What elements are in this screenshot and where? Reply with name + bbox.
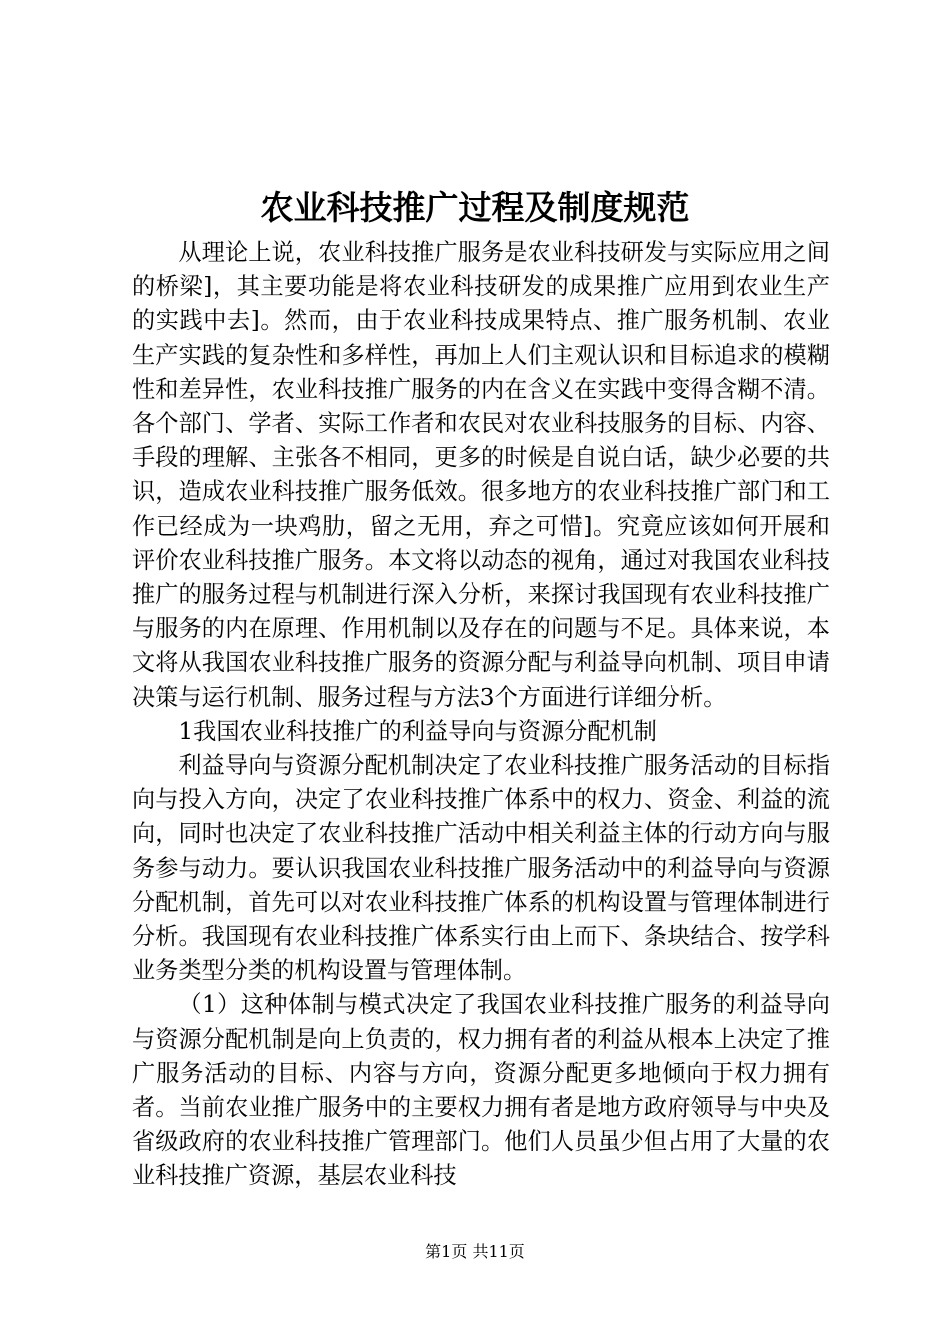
section-heading: 1我国农业科技推广的利益导向与资源分配机制: [178, 717, 657, 745]
paragraph-section-1: 利益导向与资源分配机制决定了农业科技推广服务活动的目标指向与投入方向，决定了农业科技推广体系中的权力、资金、利益的流向，同时也决定了农业科技推广活动中相关利益主体的行动方向与服务参与动力。要认识我国农业科技推广服务活动中的利益导向与资源分配机制，首先可以对农业科技推广体系的机构设置与管理体制进行分析。我国现有农业科技推广体系实行由上而下、条块结合、按学科业务类型分类的机构设置与管理体制。: [132, 752, 830, 985]
document-body: [132, 236, 830, 1194]
document-title: 农业科技推广过程及制度规范: [260, 188, 690, 227]
paragraph-point-1: （1）这种体制与模式决定了我国农业科技推广服务的利益导向与资源分配机制是向上负责的，权力拥有者的利益从根本上决定了推广服务活动的目标、内容与方向，资源分配更多地倾向于权力拥有者。当前农业推广服务中的主要权力拥有者是地方政府领导与中央及省级政府的农业科技推广管理部门。他们人员虽少但占用了大量的农业科技推广资源，基层农业科技: [132, 991, 830, 1190]
page-footer: 第1页 共11页: [425, 1242, 525, 1261]
paragraph-intro: 从理论上说，农业科技推广服务是农业科技研发与实际应用之间的桥梁]，其主要功能是将农业科技研发的成果推广应用到农业生产的实践中去]。然而，由于农业科技成果特点、推广服务机制、农业生产实践的复杂性和多样性，再加上人们主观认识和目标追求的模糊性和差异性，农业科技推广服务的内在含义在实践中变得含糊不清。各个部门、学者、实际工作者和农民对农业科技服务的目标、内容、手段的理解、主张各不相同，更多的时候是自说白话，缺少必要的共识，造成农业科技推广服务低效。很多地方的农业科技推广部门和工作已经成为一块鸡肋，留之无用，弃之可惜]。究竟应该如何开展和评价农业科技推广服务。本文将以动态的视角，通过对我国农业科技推广的服务过程与机制进行深入分析，来探讨我国现有农业科技推广与服务的内在原理、作用机制以及存在的问题与不足。具体来说，本文将从我国农业科技推广服务的资源分配与利益导向机制、项目申请决策与运行机制、服务过程与方法3个方面进行详细分析。: [132, 239, 830, 711]
